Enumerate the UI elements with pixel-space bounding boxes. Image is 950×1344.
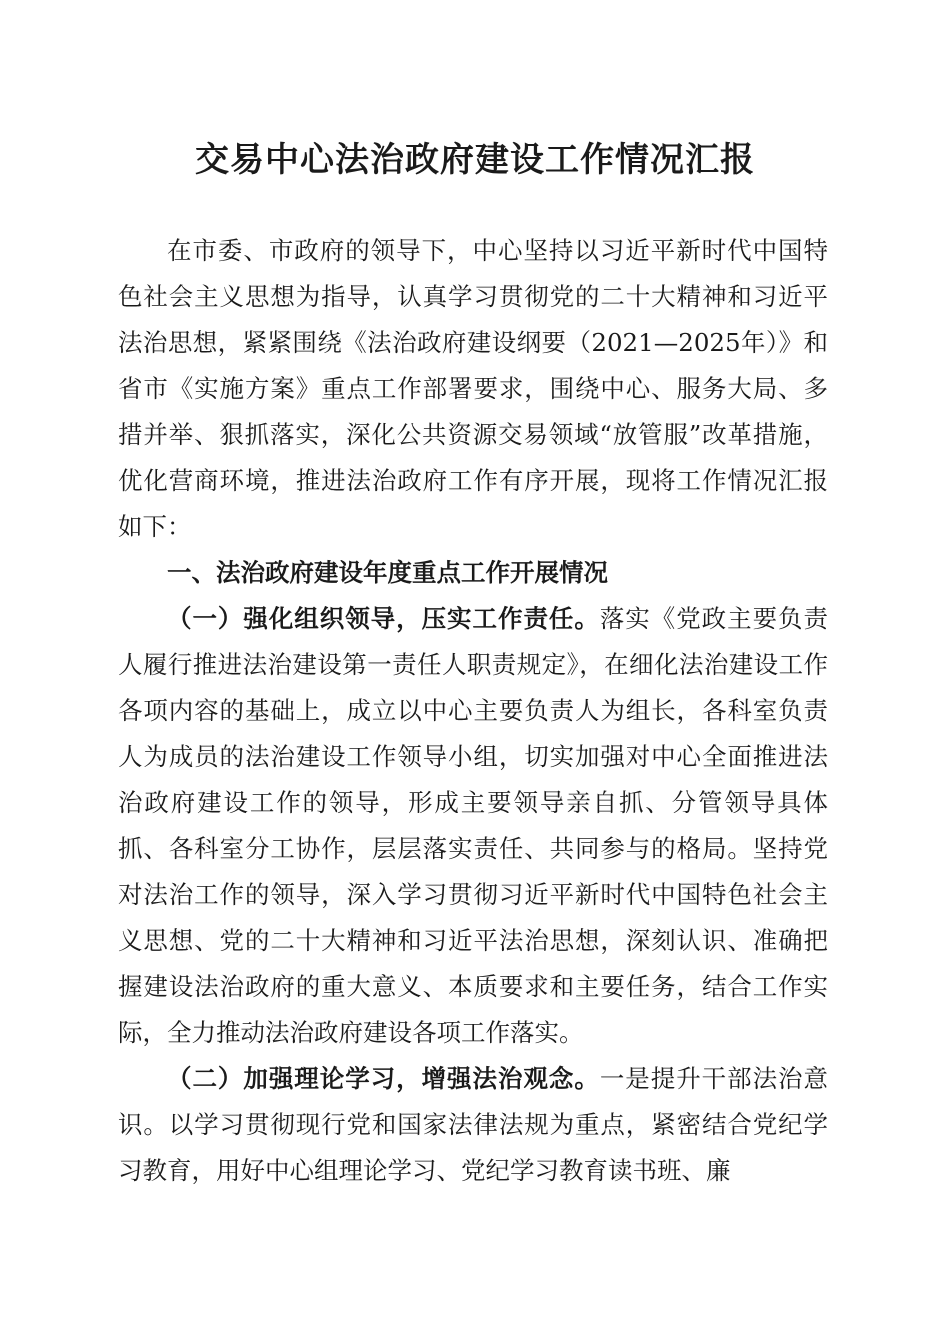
paragraph-2-lead: （二）加强理论学习，增强法治观念。 xyxy=(167,1064,600,1093)
document-body xyxy=(118,228,828,1194)
paragraph-1 xyxy=(118,596,828,1056)
section-heading: 一、法治政府建设年度重点工作开展情况 xyxy=(167,558,608,587)
intro-paragraph: 在市委、市政府的领导下，中心坚持以习近平新时代中国特色社会主义思想为指导，认真学习贯彻党的二十大精神和习近平法治思想，紧紧围绕《法治政府建设纲要（2021—2025年）》和省市《实施方案》重点工作部署要求，围绕中心、服务大局、多措并举、狠抓落实，深化公共资源交易领域“放管服”改革措施，优化营商环境，推进法治政府工作有序开展，现将工作情况汇报如下： xyxy=(118,236,828,541)
document-title: 交易中心法治政府建设工作情况汇报 xyxy=(195,140,755,180)
paragraph-1-text: 落实《党政主要负责人履行推进法治建设第一责任人职责规定》，在细化法治建设工作各项内容的基础上，成立以中心主要负责人为组长，各科室负责人为成员的法治建设工作领导小组，切实加强对中心全面推进法治政府建设工作的领导，形成主要领导亲自抓、分管领导具体抓、各科室分工协作，层层落实责任、共同参与的格局。坚持党对法治工作的领导，深入学习贯彻习近平新时代中国特色社会主义思想、党的二十大精神和习近平法治思想，深刻认识、准确把握建设法治政府的重大意义、本质要求和主要任务，结合工作实际，全力推动法治政府建设各项工作落实。 xyxy=(118,604,829,1047)
paragraph-2-text: 一是提升干部法治意识。以学习贯彻现行党和国家法律法规为重点，紧密结合党纪学习教育，用好中心组理论学习、党纪学习教育读书班、廉 xyxy=(118,1064,829,1185)
paragraph-2 xyxy=(118,1056,828,1194)
paragraph-1-lead: （一）强化组织领导，压实工作责任。 xyxy=(167,604,600,633)
